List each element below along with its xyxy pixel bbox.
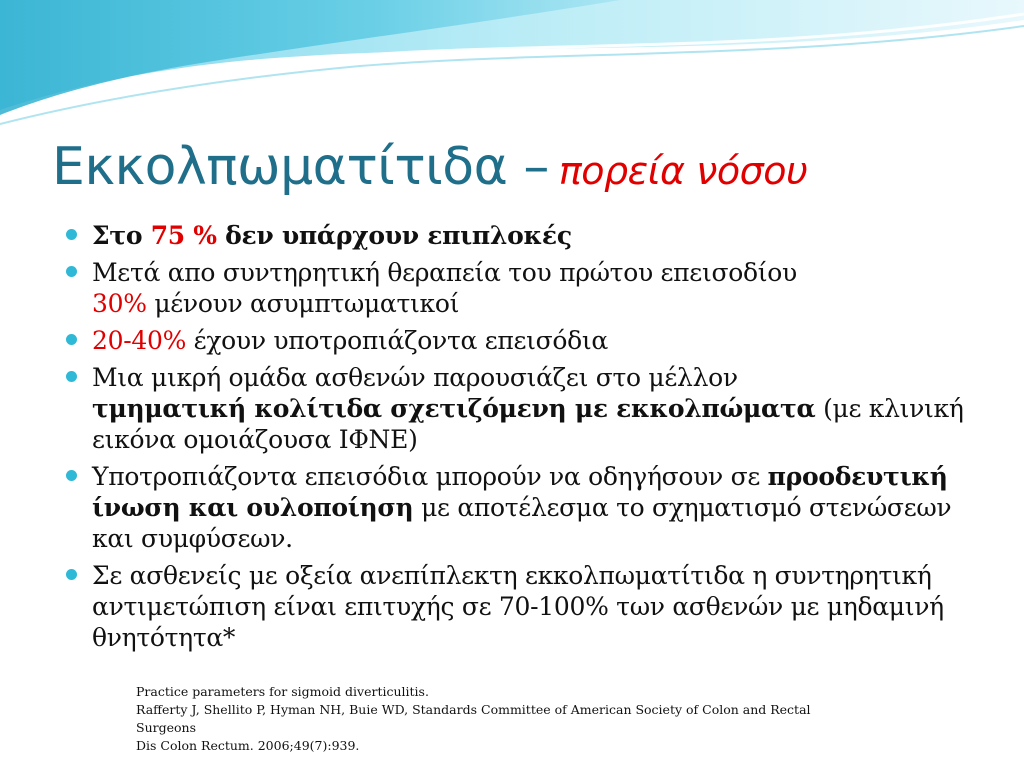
title-subtitle: πορεία νόσου (558, 149, 808, 193)
bullet-icon (66, 266, 77, 277)
bullet-icon (66, 569, 77, 580)
header-wave-decoration (0, 0, 1024, 130)
list-item: Στο 75 % δεν υπάρχουν επιπλοκές (64, 220, 964, 251)
bullet-icon (66, 470, 77, 481)
bullet-icon (66, 334, 77, 345)
list-item: Σε ασθενείς με οξεία ανεπίπλεκτη εκκολπωματίτιδα η συντηρητική αντιμετώπιση είναι επιτυχής σε 70-100% των ασθενών με μηδαμινή θνητότητα* (64, 560, 964, 653)
bullet-icon (66, 371, 77, 382)
reference-citation (136, 683, 916, 755)
slide-title (52, 132, 807, 206)
list-item: Μια μικρή ομάδα ασθενών παρουσιάζει στο μέλλον τμηματική κολίτιδα σχετιζόμενη με εκκολπώματα (με κλινική εικόνα ομοιάζουσα ΙΦΝΕ) (64, 362, 964, 455)
list-item: Υποτροπιάζοντα επεισόδια μπορούν να οδηγήσουν σε προοδευτική ίνωση και ουλοποίηση με αποτέλεσμα το σχηματισμό στενώσεων και συμφύσεων. (64, 461, 964, 554)
reference-authors: Rafferty J, Shellito P, Hyman NH, Buie WD, Standards Committee of American Society of Colon and Rectal (136, 702, 811, 717)
list-item: Μετά απο συντηρητική θεραπεία του πρώτου επεισοδίου 30% μένουν ασυμπτωματικοί (64, 257, 964, 319)
bullet-icon (66, 229, 77, 240)
bullet-list (64, 220, 964, 659)
reference-journal: Dis Colon Rectum. 2006;49(7):939. (136, 738, 360, 753)
title-main: Εκκολπωματίτιδα – (52, 137, 549, 197)
list-item: 20-40% έχουν υποτροπιάζοντα επεισόδια (64, 325, 964, 356)
reference-authors-cont: Surgeons (136, 720, 196, 735)
reference-title: Practice parameters for sigmoid diverticulitis. (136, 684, 429, 699)
